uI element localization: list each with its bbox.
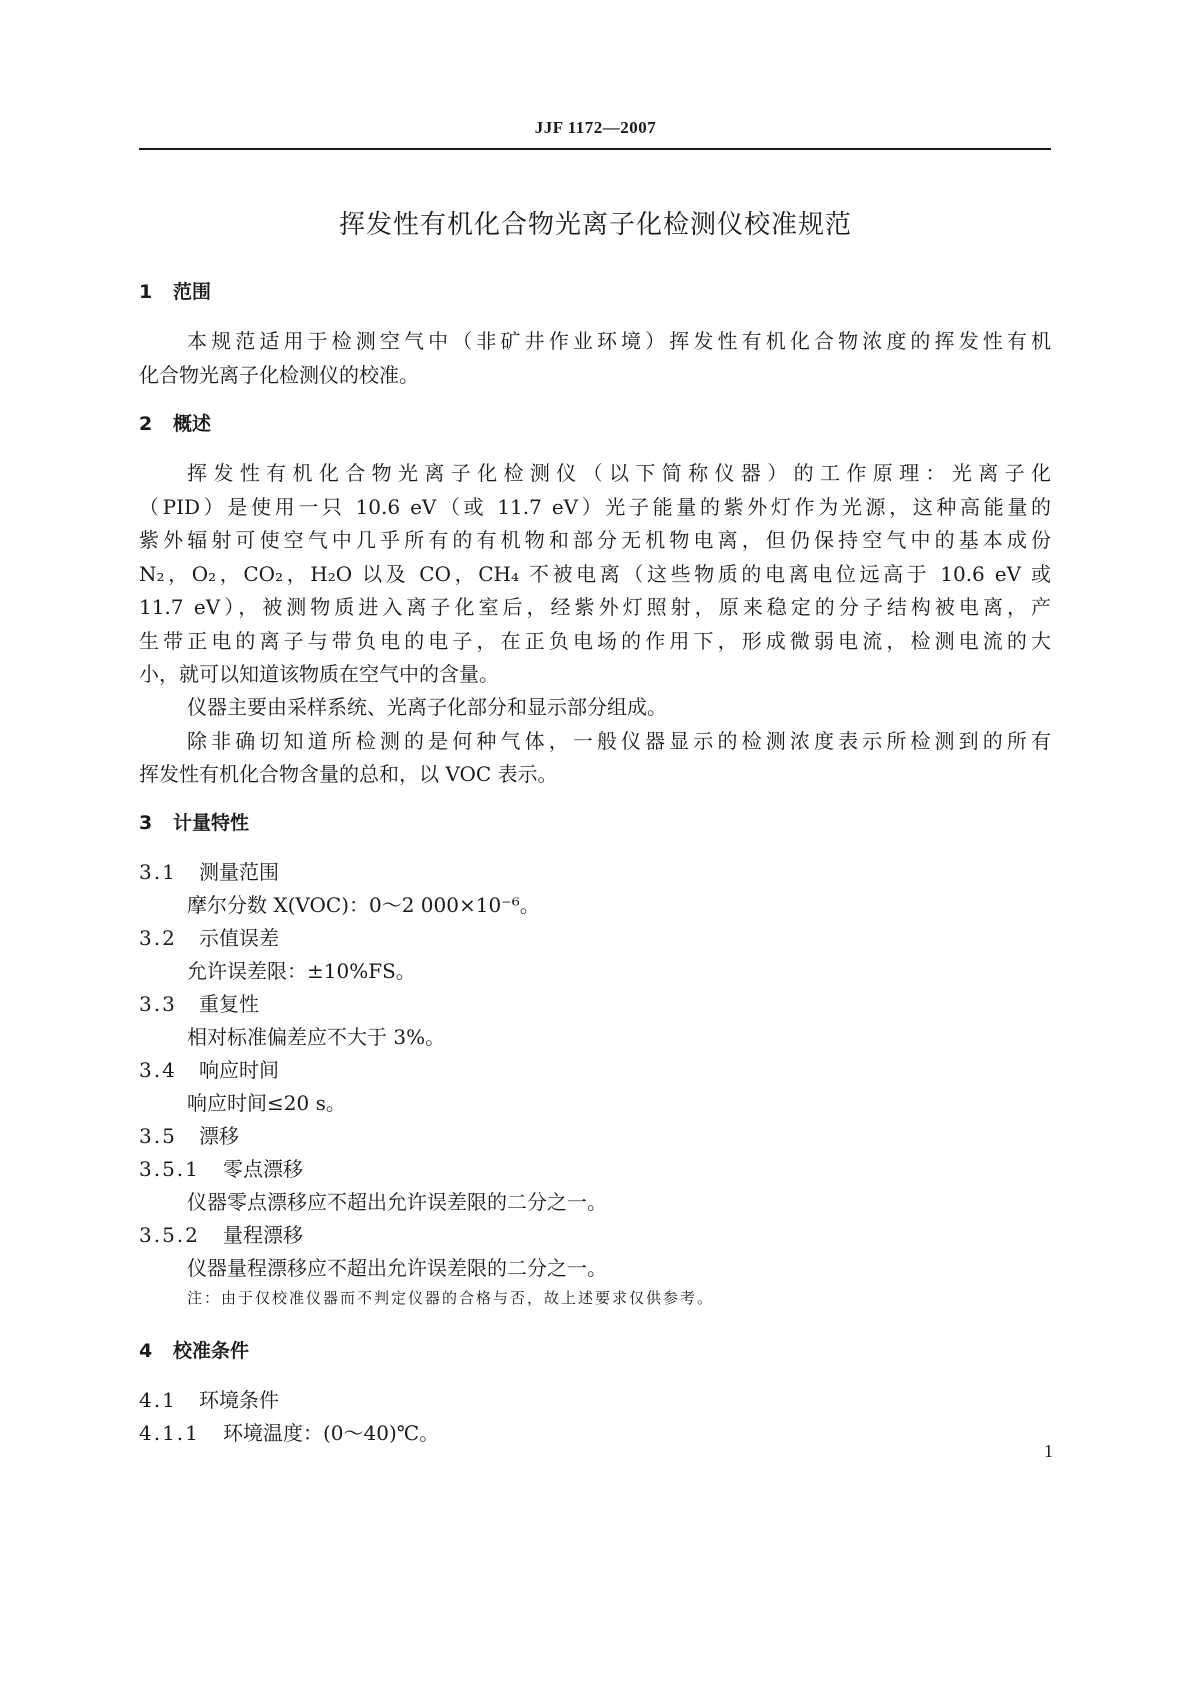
clause-number: 3.3 — [139, 992, 177, 1016]
clause-number: 3.1 — [139, 860, 177, 884]
clause-3-3 — [139, 988, 259, 1017]
s2-para1-line-2: （PID）是使用一只 10.6 eV（或 11.7 eV）光子能量的紫外灯作为光源，这种高能量的 — [139, 495, 1051, 519]
s2-para3-line-1: 除非确切知道所检测的是何种气体，一般仪器显示的检测浓度表示所检测到的所有 — [187, 729, 1051, 753]
clause-3-4-body: 响应时间≤20 s。 — [187, 1091, 346, 1115]
section-title: 范围 — [173, 281, 212, 303]
clause-3-5-2-body: 仪器量程漂移应不超出允许误差限的二分之一。 — [187, 1256, 607, 1280]
clause-3-5 — [139, 1120, 239, 1149]
section-title: 校准条件 — [173, 1340, 250, 1362]
clause-3-5-1-body: 仪器零点漂移应不超出允许误差限的二分之一。 — [187, 1190, 607, 1214]
s2-para3-line-2: 挥发性有机化合物含量的总和，以 VOC 表示。 — [139, 762, 558, 786]
clause-title: 量程漂移 — [223, 1223, 303, 1247]
clause-3-2-body: 允许误差限：±10%FS。 — [187, 959, 416, 983]
clause-title: 零点漂移 — [223, 1157, 303, 1181]
clause-4-1-1 — [139, 1417, 439, 1446]
clause-4-1 — [139, 1384, 279, 1413]
clause-3-3-body: 相对标准偏差应不大于 3%。 — [187, 1025, 446, 1049]
s2-para1-line-4: N₂，O₂，CO₂，H₂O 以及 CO，CH₄ 不被电离（这些物质的电离电位远高于 10.6 eV 或 — [139, 562, 1051, 586]
clause-number: 3.5.2 — [139, 1223, 200, 1247]
clause-title: 重复性 — [199, 992, 259, 1016]
section-4-heading — [139, 1336, 249, 1363]
running-header: JJF 1172—2007 — [534, 118, 657, 137]
clause-title: 测量范围 — [199, 860, 279, 884]
section-2-heading — [139, 409, 211, 436]
clause-number: 3.2 — [139, 926, 177, 950]
section-number: 3 — [139, 812, 153, 834]
clause-3-5-1 — [139, 1153, 303, 1182]
clause-number: 4.1 — [139, 1388, 177, 1412]
s1-para-line-2: 化合物光离子化检测仪的校准。 — [139, 363, 419, 387]
clause-title: 环境条件 — [199, 1388, 279, 1412]
section-number: 2 — [139, 413, 153, 435]
section-title: 计量特性 — [173, 812, 250, 834]
clause-number: 3.5.1 — [139, 1157, 200, 1181]
header-rule — [139, 148, 1051, 150]
note: 注：由于仅校准仪器而不判定仪器的合格与否，故上述要求仅供参考。 — [187, 1289, 715, 1307]
clause-3-5-2 — [139, 1219, 303, 1248]
clause-title: 响应时间 — [199, 1058, 279, 1082]
s1-para-line-1: 本规范适用于检测空气中（非矿井作业环境）挥发性有机化合物浓度的挥发性有机 — [187, 329, 1051, 353]
clause-title: 示值误差 — [199, 926, 279, 950]
clause-title: 环境温度：(0～40)℃。 — [223, 1421, 440, 1445]
section-1-heading — [139, 277, 211, 304]
clause-number: 3.5 — [139, 1124, 177, 1148]
s2-para1-line-3: 紫外辐射可使空气中几乎所有的有机物和部分无机物电离，但仍保持空气中的基本成份 — [139, 528, 1051, 552]
clause-3-4 — [139, 1054, 279, 1083]
clause-3-1 — [139, 856, 279, 885]
s2-para1-line-7: 小，就可以知道该物质在空气中的含量。 — [139, 662, 499, 686]
clause-3-2 — [139, 922, 279, 951]
clause-title: 漂移 — [199, 1124, 239, 1148]
s2-para1-line-1: 挥发性有机化合物光离子化检测仪（以下简称仪器）的工作原理：光离子化 — [187, 461, 1051, 485]
clause-3-1-body: 摩尔分数 X(VOC)：0～2 000×10⁻⁶。 — [187, 893, 540, 917]
section-number: 4 — [139, 1340, 153, 1362]
clause-number: 4.1.1 — [139, 1421, 200, 1445]
clause-number: 3.4 — [139, 1058, 177, 1082]
s2-para2: 仪器主要由采样系统、光离子化部分和显示部分组成。 — [187, 695, 667, 719]
document-title: 挥发性有机化合物光离子化检测仪校准规范 — [338, 210, 852, 240]
s2-para1-line-6: 生带正电的离子与带负电的电子，在正负电场的作用下，形成微弱电流，检测电流的大 — [139, 629, 1051, 653]
s2-para1-line-5: 11.7 eV），被测物质进入离子化室后，经紫外灯照射，原来稳定的分子结构被电离，产 — [139, 595, 1051, 619]
page-number: 1 — [1044, 1441, 1053, 1461]
section-3-heading — [139, 808, 249, 835]
section-title: 概述 — [173, 413, 212, 435]
section-number: 1 — [139, 281, 153, 303]
